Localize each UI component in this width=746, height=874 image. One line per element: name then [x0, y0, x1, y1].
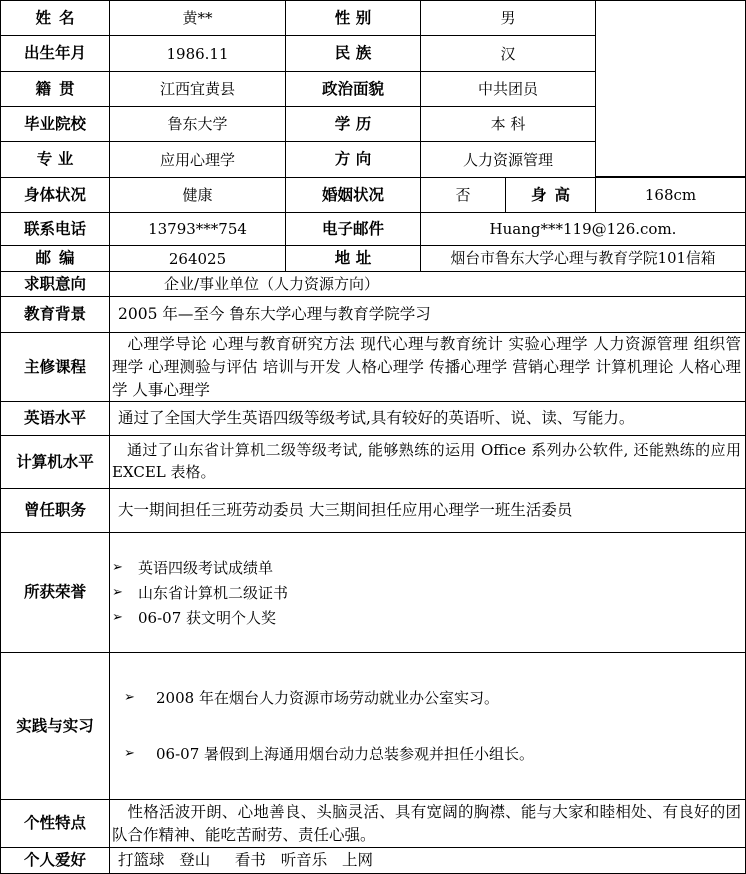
email-label: 电子邮件 [285, 212, 421, 246]
email-value: Huang***119@126.com. [420, 212, 746, 246]
hometown-label: 籍贯 [0, 71, 110, 107]
zip-label: 邮编 [0, 245, 110, 272]
honor-text: 山东省计算机二级证书 [138, 583, 289, 602]
personality-label: 个性特点 [0, 799, 110, 848]
practice-list [109, 652, 746, 800]
name-value: 黄** [109, 0, 286, 36]
major-value: 应用心理学 [109, 141, 286, 178]
bullet-arrow-icon: ➢ [124, 690, 135, 706]
bullet-arrow-icon: ➢ [124, 746, 135, 762]
practice-text: 2008 年在烟台人力资源市场劳动就业办公室实习。 [156, 689, 499, 707]
degree-value: 本 科 [420, 106, 596, 142]
birth-value: 1986.11 [109, 35, 286, 72]
positions-label: 曾任职务 [0, 488, 110, 533]
positions-value: 大一期间担任三班劳动委员 大三期间担任应用心理学一班生活委员 [109, 488, 746, 533]
major-label: 专 业 [0, 141, 110, 178]
phone-label: 联系电话 [0, 212, 110, 246]
address-label: 地 址 [285, 245, 421, 272]
education-value: 2005 年—至今 鲁东大学心理与教育学院学习 [109, 296, 746, 333]
hobbies-value: 打篮球 登山 看书 听音乐 上网 [109, 847, 746, 874]
courses-value: 心理学导论 心理与教育研究方法 现代心理与教育统计 实验心理学 人力资源管理 组织管理学 心理测验与评估 培训与开发 人格心理学 传播心理学 营销心理学 计算机理论 人格心理学 人事心理学 [109, 332, 746, 402]
address-value: 烟台市鲁东大学心理与教育学院101信箱 [420, 245, 746, 272]
list-item [124, 726, 534, 782]
intent-label: 求职意向 [0, 271, 110, 297]
ethnicity-label: 民 族 [285, 35, 421, 72]
zip-value: 264025 [109, 245, 286, 272]
honor-text: 06-07 获文明个人奖 [138, 608, 277, 627]
list-item [124, 670, 499, 726]
computer-value: 通过了山东省计算机二级等级考试, 能够熟练的运用 Office 系列办公软件, 还能熟练的应用 EXCEL 表格。 [109, 435, 746, 489]
height-value: 168cm [595, 177, 746, 213]
phone-value: 13793***754 [109, 212, 286, 246]
english-value: 通过了全国大学生英语四级等级考试,具有较好的英语听、说、读、写能力。 [109, 401, 746, 436]
list-item [112, 605, 276, 630]
political-value: 中共团员 [420, 71, 596, 107]
courses-label: 主修课程 [0, 332, 110, 402]
bullet-arrow-icon: ➢ [112, 609, 123, 625]
gender-value: 男 [420, 0, 596, 36]
hobbies-label: 个人爱好 [0, 847, 110, 874]
marital-value: 否 [420, 177, 506, 213]
honors-label: 所获荣誉 [0, 532, 110, 653]
health-value: 健康 [109, 177, 286, 213]
height-label: 身高 [505, 177, 596, 213]
education-label: 教育背景 [0, 296, 110, 333]
english-label: 英语水平 [0, 401, 110, 436]
political-label: 政治面貌 [285, 71, 421, 107]
birth-label: 出生年月 [0, 35, 110, 72]
school-label: 毕业院校 [0, 106, 110, 142]
list-item [112, 555, 273, 580]
name-label: 姓名 [0, 0, 110, 36]
intent-value: 企业/事业单位（人力资源方向） [109, 271, 746, 297]
ethnicity-value: 汉 [420, 35, 596, 72]
school-value: 鲁东大学 [109, 106, 286, 142]
personality-value: 性格活波开朗、心地善良、头脑灵活、具有宽阔的胸襟、能与大家和睦相处、有良好的团队合作精神、能吃苦耐劳、责任心强。 [109, 799, 746, 848]
list-item [112, 580, 288, 605]
bullet-arrow-icon: ➢ [112, 559, 123, 575]
honors-list [109, 532, 746, 653]
bullet-arrow-icon: ➢ [112, 584, 123, 600]
marital-label: 婚姻状况 [285, 177, 421, 213]
photo-placeholder [595, 0, 746, 177]
practice-text: 06-07 暑假到上海通用烟台动力总装参观并担任小组长。 [156, 745, 535, 763]
direction-value: 人力资源管理 [420, 141, 596, 178]
direction-label: 方 向 [285, 141, 421, 178]
hometown-value: 江西宜黄县 [109, 71, 286, 107]
honor-text: 英语四级考试成绩单 [138, 558, 274, 577]
computer-label: 计算机水平 [0, 435, 110, 489]
gender-label: 性 别 [285, 0, 421, 36]
practice-label: 实践与实习 [0, 652, 110, 800]
health-label: 身体状况 [0, 177, 110, 213]
degree-label: 学 历 [285, 106, 421, 142]
